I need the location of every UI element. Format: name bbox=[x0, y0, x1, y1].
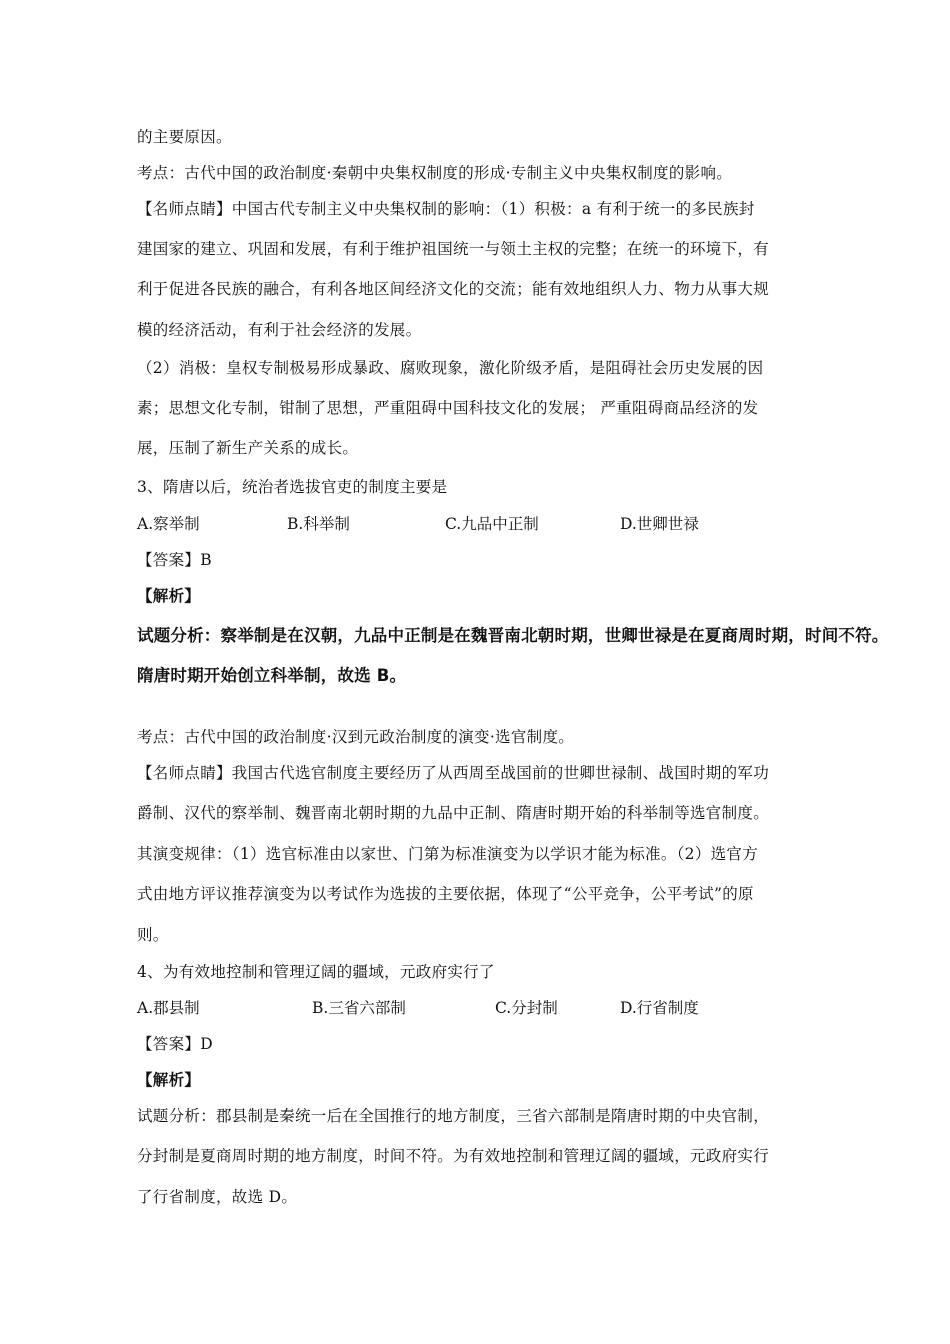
q3-option-c: C.九品中正制 bbox=[445, 515, 539, 533]
q4-option-a: A.郡县制 bbox=[137, 999, 200, 1017]
tip-line: 【名师点睛】中国古代专制主义中央集权制的影响：（1）积极：a 有利于统一的多民族封 bbox=[137, 200, 755, 218]
q3-kaodian: 考点：古代中国的政治制度·汉到元政治制度的演变·选官制度。 bbox=[137, 728, 575, 746]
tip-line: 模的经济活动，有利于社会经济的发展。 bbox=[137, 321, 422, 339]
q4-answer: 【答案】D bbox=[137, 1035, 213, 1053]
q3-tip-line: 爵制、汉代的察举制、魏晋南北朝时期的九品中正制、隋唐时期开始的科举制等选官制度。 bbox=[137, 804, 770, 822]
q4-analysis-title: 【解析】 bbox=[137, 1070, 201, 1089]
q4-option-d: D.行省制度 bbox=[620, 999, 699, 1017]
q3-tip-line: 式由地方评议推荐演变为以考试作为选拔的主要依据，体现了“公平竞争，公平考试”的原 bbox=[137, 885, 754, 903]
q3-option-b: B.科举制 bbox=[287, 515, 350, 533]
tip-line: （2）消极：皇权专制极易形成暴政、腐败现象，激化阶级矛盾，是阻碍社会历史发展的因 bbox=[137, 359, 764, 377]
tip-line: 素；思想文化专制，钳制了思想，严重阻碍中国科技文化的发展； 严重阻碍商品经济的发 bbox=[137, 399, 759, 417]
q4-analysis-line: 了行省制度，故选 D。 bbox=[137, 1188, 298, 1206]
q3-analysis-line: 试题分析：察举制是在汉朝，九品中正制是在魏晋南北朝时期，世卿世禄是在夏商周时期，时间不符。 bbox=[137, 626, 889, 645]
q3-answer: 【答案】B bbox=[137, 551, 212, 569]
q3-tip-line: 【名师点睛】我国古代选官制度主要经历了从西周至战国前的世卿世禄制、战国时期的军功 bbox=[137, 764, 770, 782]
q4-analysis-line: 试题分析：郡县制是秦统一后在全国推行的地方制度，三省六部制是隋唐时期的中央官制， bbox=[137, 1107, 770, 1125]
q4-option-c: C.分封制 bbox=[495, 999, 558, 1017]
q3-analysis-line: 隋唐时期开始创立科举制，故选 B。 bbox=[137, 666, 407, 685]
question-3-stem: 3、隋唐以后，统治者选拔官吏的制度主要是 bbox=[137, 478, 448, 496]
kaodian-line: 考点：古代中国的政治制度·秦朝中央集权制度的形成·专制主义中央集权制度的影响。 bbox=[137, 164, 733, 182]
tip-line: 利于促进各民族的融合，有利各地区间经济文化的交流；能有效地组织人力、物力从事大规 bbox=[137, 280, 770, 298]
q3-tip-line: 其演变规律：（1）选官标准由以家世、门第为标准演变为以学识才能为标准。（2）选官方 bbox=[137, 845, 759, 863]
q3-analysis-title: 【解析】 bbox=[137, 586, 201, 605]
q4-option-b: B.三省六部制 bbox=[312, 999, 406, 1017]
q3-option-d: D.世卿世禄 bbox=[620, 515, 699, 533]
q4-analysis-line: 分封制是夏商周时期的地方制度，时间不符。为有效地控制和管理辽阔的疆域，元政府实行 bbox=[137, 1147, 770, 1165]
q3-option-a: A.察举制 bbox=[137, 515, 200, 533]
q3-tip-line: 则。 bbox=[137, 926, 169, 944]
tip-line: 展，压制了新生产关系的成长。 bbox=[137, 439, 359, 457]
question-4-stem: 4、为有效地控制和管理辽阔的疆域，元政府实行了 bbox=[137, 963, 495, 981]
tip-line: 建国家的建立、巩固和发展，有利于维护祖国统一与领土主权的完整；在统一的环境下，有 bbox=[137, 240, 770, 258]
text-line: 的主要原因。 bbox=[137, 128, 232, 146]
